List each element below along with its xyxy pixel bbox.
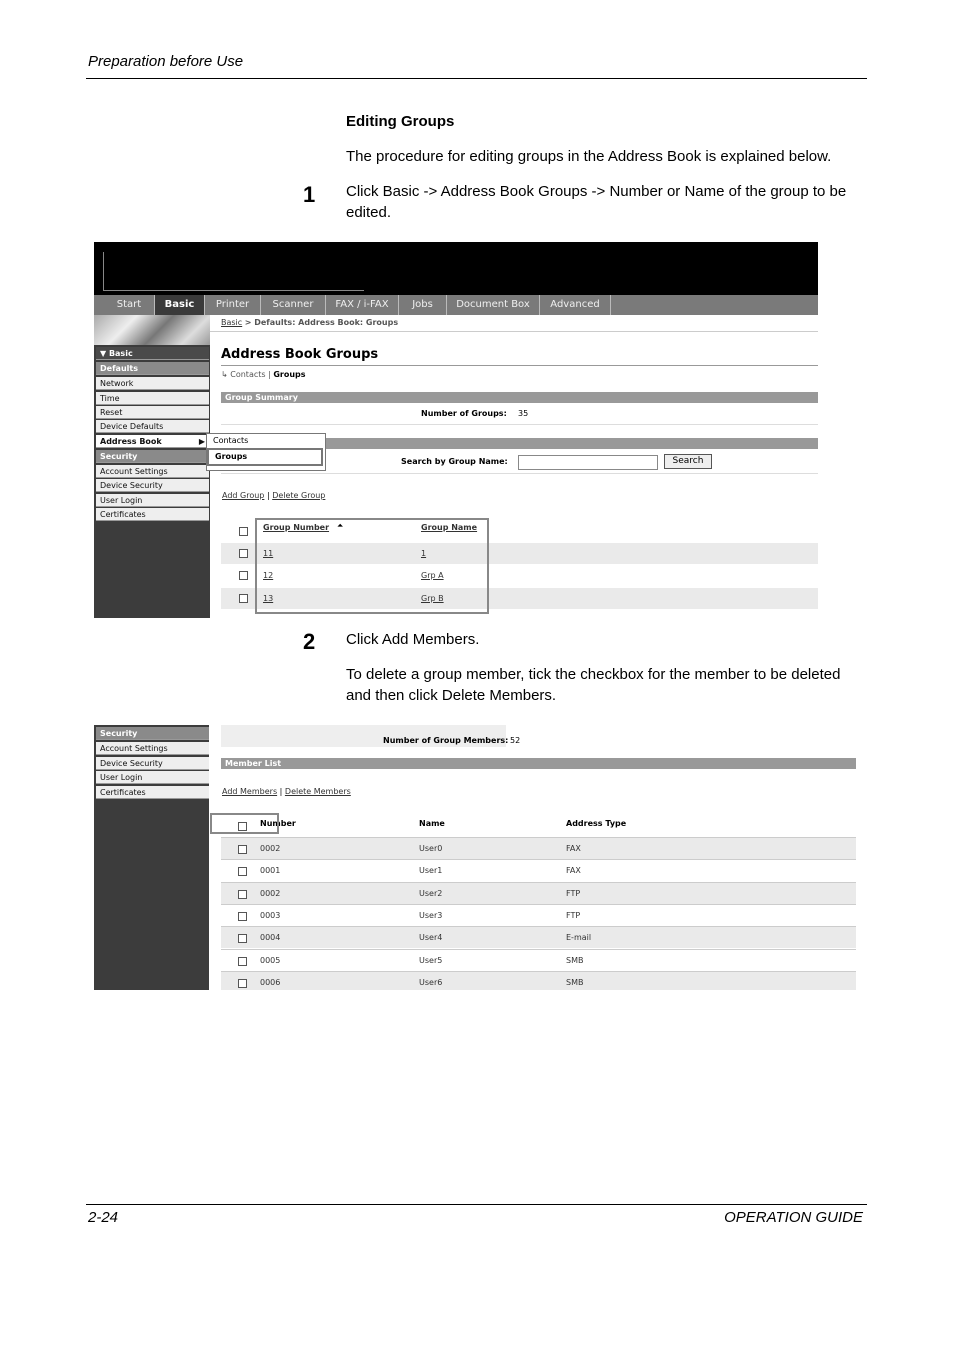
- row-checkbox[interactable]: [239, 549, 248, 558]
- menu-defaults: Defaults: [96, 362, 209, 375]
- table-row: [221, 971, 856, 990]
- step-number-2: 2: [303, 629, 316, 654]
- group-number-link[interactable]: 11: [263, 549, 274, 558]
- subnav-groups: Groups: [273, 370, 306, 379]
- menu-basic[interactable]: ▼ Basic: [96, 347, 209, 360]
- tab-start[interactable]: Start: [104, 295, 155, 315]
- table-row: [221, 904, 856, 926]
- menu-user-login[interactable]: User Login: [96, 771, 209, 784]
- menu-device-defaults[interactable]: Device Defaults: [96, 420, 209, 433]
- left-menu: [94, 315, 210, 618]
- tab-printer[interactable]: Printer: [205, 295, 261, 315]
- menu-device-security[interactable]: Device Security: [96, 757, 209, 770]
- sub-navigation: ↳ Contacts | Groups: [221, 370, 306, 379]
- member-name: User1: [419, 866, 443, 875]
- decorative-leaf-image: [94, 315, 210, 345]
- row-checkbox[interactable]: [239, 571, 248, 580]
- submenu-arrow-icon: ▶: [198, 437, 205, 446]
- member-name: User0: [419, 844, 443, 853]
- member-number: 0004: [260, 933, 281, 942]
- group-number-link[interactable]: 13: [263, 594, 274, 603]
- col-group-name[interactable]: Group Name: [421, 523, 478, 532]
- summary-divider: [221, 424, 818, 425]
- breadcrumb-path: > Defaults: Address Book: Groups: [244, 318, 399, 327]
- tab-fax[interactable]: FAX / i-FAX: [326, 295, 399, 315]
- add-group-link[interactable]: Add Group: [222, 491, 265, 500]
- member-type: SMB: [566, 956, 584, 965]
- number-of-groups-label: Number of Groups:: [421, 409, 507, 418]
- add-members-link[interactable]: Add Members: [222, 787, 278, 796]
- menu-user-login[interactable]: User Login: [96, 494, 209, 507]
- members-count-value: 52: [510, 736, 521, 745]
- group-name-link[interactable]: 1: [421, 549, 427, 558]
- table-row: [221, 926, 856, 948]
- breadcrumb: [221, 318, 398, 327]
- number-of-groups-value: 35: [518, 409, 529, 418]
- row-checkbox[interactable]: [238, 867, 247, 876]
- menu-time[interactable]: Time: [96, 392, 209, 405]
- menu-address-book-label: Address Book: [100, 437, 162, 446]
- member-number: 0006: [260, 978, 281, 987]
- left-menu-2: [94, 725, 209, 990]
- table-row: [221, 859, 856, 881]
- member-name: User4: [419, 933, 443, 942]
- search-divider: [221, 473, 818, 474]
- row-checkbox[interactable]: [238, 934, 247, 943]
- menu-device-security[interactable]: Device Security: [96, 479, 209, 492]
- member-type: FAX: [566, 844, 581, 853]
- section-heading: Editing Groups: [346, 113, 455, 130]
- member-type: E-mail: [566, 933, 592, 942]
- search-label: Search by Group Name:: [401, 457, 508, 466]
- table-row: [221, 949, 856, 971]
- row-checkbox[interactable]: [238, 979, 247, 988]
- submenu-contacts[interactable]: Contacts: [213, 436, 249, 445]
- delete-members-link[interactable]: Delete Members: [284, 787, 351, 796]
- intro-text: The procedure for editing groups in the Address Book is explained below.: [346, 148, 832, 165]
- member-type: FTP: [566, 889, 581, 898]
- row-checkbox[interactable]: [239, 594, 248, 603]
- col-number: Number: [260, 819, 296, 828]
- col-group-number[interactable]: Group Number: [263, 523, 330, 532]
- member-number: 0001: [260, 866, 281, 875]
- highlight-box-group-table: [255, 518, 489, 614]
- group-name-link[interactable]: Grp B: [421, 594, 444, 603]
- tab-advanced[interactable]: Advanced: [540, 295, 611, 315]
- address-book-submenu: [206, 433, 326, 471]
- running-header: Preparation before Use: [88, 53, 244, 70]
- sort-ascending-icon[interactable]: ⏶: [337, 521, 344, 530]
- screenshot-address-book-groups: [94, 242, 818, 618]
- guide-name: OPERATION GUIDE: [724, 1209, 863, 1226]
- row-checkbox[interactable]: [238, 912, 247, 921]
- group-actions: Add Group | Delete Group: [222, 491, 326, 500]
- delete-group-link[interactable]: Delete Group: [272, 491, 326, 500]
- member-number: 0002: [260, 889, 281, 898]
- menu-reset[interactable]: Reset: [96, 406, 209, 419]
- member-name: User6: [419, 978, 443, 987]
- row-checkbox[interactable]: [238, 957, 247, 966]
- menu-address-book[interactable]: [96, 435, 209, 448]
- member-number: 0005: [260, 956, 281, 965]
- member-name: User3: [419, 911, 443, 920]
- member-name: User2: [419, 889, 443, 898]
- col-address-type: Address Type: [566, 819, 627, 828]
- group-summary-bar: Group Summary: [221, 392, 818, 403]
- step-2-text: Click Add Members.: [346, 631, 480, 648]
- member-name: User5: [419, 956, 443, 965]
- member-list-bar: Member List: [221, 758, 856, 769]
- select-all-checkbox[interactable]: [239, 527, 248, 536]
- top-banner: [94, 242, 818, 295]
- tab-basic[interactable]: Basic: [155, 295, 205, 315]
- submenu-groups[interactable]: Groups: [207, 448, 323, 466]
- member-number: 0003: [260, 911, 281, 920]
- menu-certificates[interactable]: Certificates: [96, 508, 209, 521]
- tab-jobs[interactable]: Jobs: [399, 295, 447, 315]
- search-button[interactable]: Search: [664, 454, 712, 469]
- nav-tabs: [94, 295, 818, 315]
- page-number: 2-24: [88, 1209, 119, 1226]
- highlight-box-select-all: [210, 813, 279, 834]
- step-number-1: 1: [303, 182, 316, 207]
- member-actions: Add Members | Delete Members: [222, 787, 351, 796]
- title-underline: [221, 365, 818, 366]
- menu-security: Security: [96, 727, 209, 740]
- col-name: Name: [419, 819, 445, 828]
- member-number: 0002: [260, 844, 281, 853]
- tab-scanner[interactable]: Scanner: [261, 295, 326, 315]
- members-count-label: Number of Group Members:: [383, 736, 509, 745]
- tab-document-box[interactable]: Document Box: [447, 295, 540, 315]
- header-rule: [86, 78, 867, 79]
- member-type: FAX: [566, 866, 581, 875]
- step-2-note: To delete a group member, tick the checkbox for the member to be deleted and then click Delete Members.: [346, 666, 841, 704]
- member-type: SMB: [566, 978, 584, 987]
- row-checkbox[interactable]: [238, 890, 247, 899]
- table-row: [221, 882, 856, 904]
- member-type: FTP: [566, 911, 581, 920]
- screenshot-group-members: [94, 725, 856, 990]
- group-number-link[interactable]: 12: [263, 571, 274, 580]
- table-row: [221, 837, 856, 859]
- breadcrumb-divider: [210, 331, 818, 332]
- menu-security: Security: [96, 450, 209, 463]
- step-1-text: Click Basic -> Address Book Groups -> Number or Name of the group to be edited.: [346, 183, 847, 221]
- menu-network[interactable]: Network: [96, 377, 209, 390]
- menu-account-settings[interactable]: Account Settings: [96, 742, 209, 755]
- menu-certificates[interactable]: Certificates: [96, 786, 209, 799]
- row-checkbox[interactable]: [238, 845, 247, 854]
- group-name-search-input[interactable]: [518, 455, 658, 470]
- page-title: Address Book Groups: [221, 347, 379, 362]
- subnav-contacts[interactable]: Contacts: [230, 370, 266, 379]
- footer-rule: [86, 1204, 867, 1205]
- group-name-link[interactable]: Grp A: [421, 571, 444, 580]
- return-arrow-icon: ↳: [221, 370, 228, 379]
- breadcrumb-basic-link[interactable]: Basic: [221, 318, 243, 327]
- menu-account-settings[interactable]: Account Settings: [96, 465, 209, 478]
